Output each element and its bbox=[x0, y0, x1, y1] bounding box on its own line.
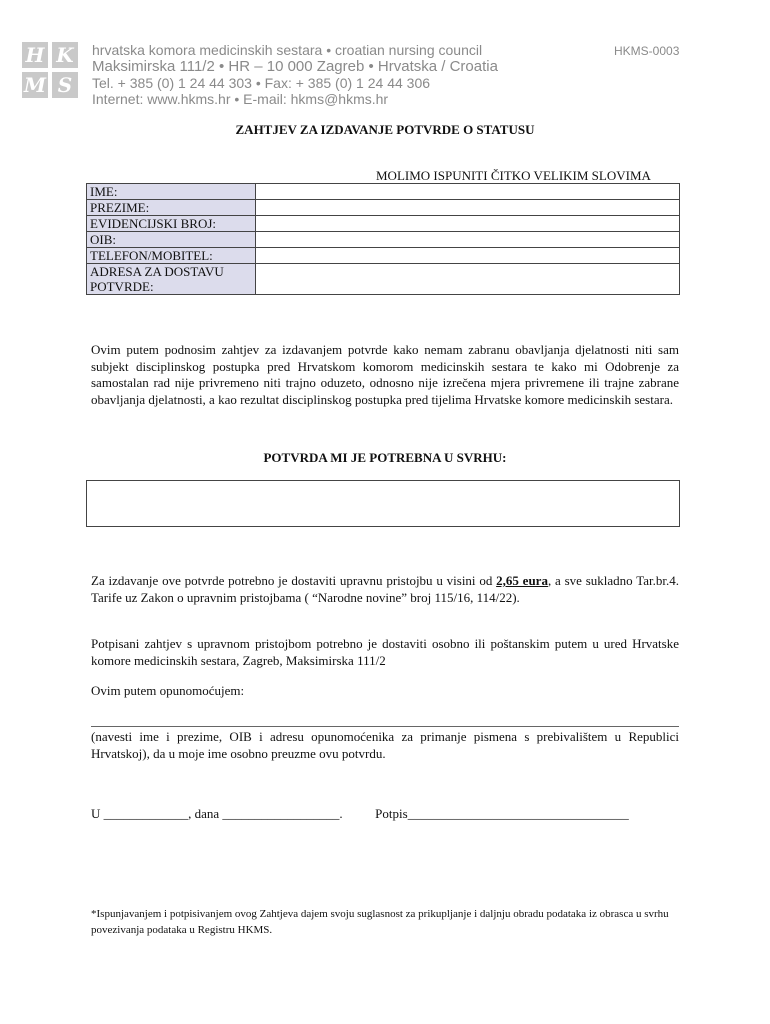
form-row-adresa bbox=[87, 264, 680, 295]
applicant-form-table bbox=[86, 183, 680, 295]
ime-field[interactable] bbox=[256, 184, 680, 200]
authorize-label: Ovim putem opunomoćujem: bbox=[91, 683, 245, 698]
prezime-field[interactable] bbox=[256, 200, 680, 216]
field-label: OIB: bbox=[87, 232, 256, 248]
hkms-logo bbox=[18, 40, 80, 102]
statement-paragraph: Ovim putem podnosim zahtjev za izdavanjem potvrde kako nemam zabranu obavljanja djelatnosti niti sam subjekt disciplinskog postupka pred Hrvatskom komorom medicinskih sestara te kako mi Odobrenje za samostalan rad nije privremeno niti trajno oduzeto, odnosno nije izrečena mjera privremene ili trajne zabrane obavljanja djelatnosti, a kao rezultat disciplinskog postupka pred tijelima Hrvatske komore medicinskih sestara. bbox=[91, 342, 679, 407]
signature-line[interactable]: U _____________, dana __________________. Potpis__________________________________ bbox=[91, 806, 629, 821]
org-address: Maksimirska 111/2 • HR – 10 000 Zagreb • Hrvatska / Croatia bbox=[92, 58, 498, 75]
form-row-oib bbox=[87, 232, 680, 248]
logo-letter-s: S bbox=[52, 72, 78, 98]
field-label: EVIDENCIJSKI BROJ: bbox=[87, 216, 256, 232]
fee-text-after: , a sve sukladno Tar.br.4. Tarife uz Zakon o upravnim pristojbama ( “Narodne novine” broj 115/16, 114/22). bbox=[91, 573, 679, 605]
logo-letter-k: K bbox=[52, 42, 78, 68]
org-web-email: Internet: www.hkms.hr • E-mail: hkms@hkms.hr bbox=[92, 91, 389, 107]
form-row-prezime bbox=[87, 200, 680, 216]
org-name: hrvatska komora medicinskih sestara • croatian nursing council bbox=[92, 42, 483, 58]
logo-letter-m: M bbox=[23, 73, 47, 97]
evidencijski-broj-field[interactable] bbox=[256, 216, 680, 232]
submission-paragraph: Potpisani zahtjev s upravnom pristojbom potrebno je dostaviti osobno ili poštanskim putem u ured Hrvatske komore medicinskih sestara, Zagreb, Maksimirska 111/2 bbox=[91, 636, 679, 668]
field-label: ADRESA ZA DOSTAVU POTVRDE: bbox=[87, 264, 256, 295]
logo-letter-h: H bbox=[22, 42, 48, 68]
form-row-ime bbox=[87, 184, 680, 200]
form-row-evidencijski-broj bbox=[87, 216, 680, 232]
fee-amount: 2,65 eura bbox=[496, 573, 548, 588]
authorized-person-line[interactable] bbox=[91, 726, 679, 727]
oib-field[interactable] bbox=[256, 232, 680, 248]
form-title: ZAHTJEV ZA IZDAVANJE POTVRDE O STATUSU bbox=[235, 122, 535, 137]
form-code: HKMS-0003 bbox=[614, 44, 680, 58]
field-label: PREZIME: bbox=[87, 200, 256, 216]
org-phone-fax: Tel. + 385 (0) 1 24 44 303 • Fax: + 385 (0) 1 24 44 306 bbox=[92, 75, 431, 91]
authorize-note: (navesti ime i prezime, OIB i adresu opunomoćenika za primanje pismena s prebivalištem u Republici Hrvatskoj), da u moje ime osobno preuzme ovu potvrdu. bbox=[91, 729, 679, 761]
purpose-field[interactable] bbox=[86, 480, 680, 527]
fill-instruction: MOLIMO ISPUNITI ČITKO VELIKIM SLOVIMA bbox=[376, 168, 651, 183]
form-row-telefon bbox=[87, 248, 680, 264]
fee-paragraph bbox=[91, 573, 679, 606]
consent-footnote: *Ispunjavanjem i potpisivanjem ovog Zahtjeva dajem svoju suglasnost za prikupljanje i daljnju obradu podataka iz obrasca u svrhu povezivanja podataka u Registru HKMS. bbox=[91, 908, 669, 936]
purpose-heading: POTVRDA MI JE POTREBNA U SVRHU: bbox=[263, 450, 507, 465]
telefon-field[interactable] bbox=[256, 248, 680, 264]
adresa-field[interactable] bbox=[256, 264, 680, 295]
field-label: IME: bbox=[87, 184, 256, 200]
fee-text-before: Za izdavanje ove potvrde potrebno je dostaviti upravnu pristojbu u visini od bbox=[91, 573, 497, 588]
field-label: TELEFON/MOBITEL: bbox=[87, 248, 256, 264]
